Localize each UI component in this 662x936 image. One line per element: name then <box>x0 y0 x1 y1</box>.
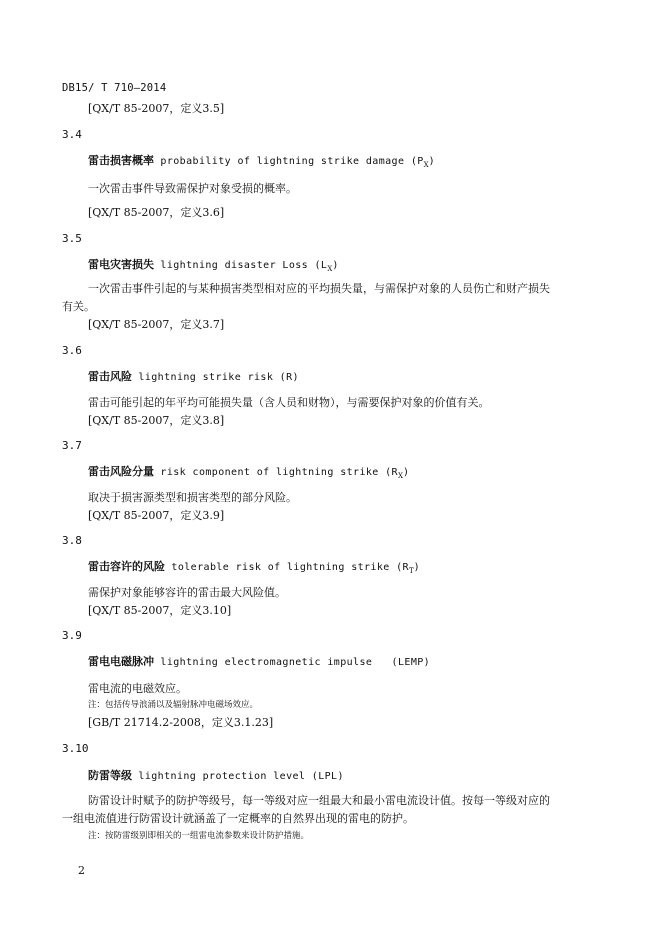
definition-3-10: 防雷设计时赋予的防护等级号，每一等级对应一组最大和最小雷电流设计值。按每一等级对应的 <box>88 794 550 807</box>
section-number-3-10: 3.10 <box>62 742 89 755</box>
term-close: ) <box>332 260 339 271</box>
section-number-3-4: 3.4 <box>62 128 82 141</box>
term-en: lightning protection level (LPL) <box>132 771 344 782</box>
reference-3-4: [QX/T 85-2007，定义3.6] <box>88 206 225 219</box>
document-header: DB15/ T 710—2014 <box>62 82 167 94</box>
term-cn: 雷击容许的风险 <box>88 560 165 573</box>
page-number: 2 <box>78 864 85 877</box>
term-sub: X <box>423 161 429 170</box>
term-close: ) <box>428 156 436 167</box>
term-cn: 雷电电磁脉冲 <box>88 655 154 668</box>
definition-3-7: 取决于损害源类型和损害类型的部分风险。 <box>88 491 297 504</box>
term-sub: X <box>397 472 403 481</box>
reference-prev: [QX/T 85-2007，定义3.5] <box>88 102 225 115</box>
term-en: probability of lightning strike damage (P <box>154 156 424 167</box>
reference-3-8: [QX/T 85-2007，定义3.10] <box>88 604 232 617</box>
definition-3-4: 一次雷击事件导致需保护对象受损的概率。 <box>88 182 297 195</box>
term-3-5 <box>88 256 339 273</box>
term-en: lightning electromagnetic impulse (LEMP) <box>154 657 431 668</box>
term-close: ) <box>413 562 421 573</box>
section-number-3-9: 3.9 <box>62 629 82 642</box>
section-number-3-6: 3.6 <box>62 344 82 357</box>
term-close: ) <box>402 467 410 478</box>
term-3-8 <box>88 558 420 575</box>
note-3-10: 注：按防雷级别即相关的一组雷电流参数来设计防护措施。 <box>88 831 310 841</box>
section-number-3-8: 3.8 <box>62 534 82 547</box>
term-cn: 雷击损害概率 <box>88 154 154 167</box>
term-3-6 <box>88 368 299 384</box>
definition-3-10-cont: 一组电流值进行防雷设计就涵盖了一定概率的自然界出现的雷电的防护。 <box>62 812 414 825</box>
definition-3-8: 需保护对象能够容许的雷击最大风险值。 <box>88 586 286 599</box>
term-cn: 防雷等级 <box>88 769 132 782</box>
reference-3-5: [QX/T 85-2007，定义3.7] <box>88 318 225 331</box>
note-3-9: 注：包括传导浪涌以及辐射脉冲电磁场效应。 <box>88 700 259 710</box>
reference-3-6: [QX/T 85-2007，定义3.8] <box>88 414 225 427</box>
term-3-9 <box>88 653 430 669</box>
term-3-4 <box>88 152 435 169</box>
term-en: lightning disaster Loss (L <box>154 260 328 271</box>
definition-3-5-cont: 有关。 <box>62 300 95 313</box>
reference-3-9: [GB/T 21714.2-2008，定义3.1.23] <box>88 716 274 729</box>
section-number-3-5: 3.5 <box>62 232 82 245</box>
term-3-7 <box>88 463 409 480</box>
definition-3-5: 一次雷击事件引起的与某种损害类型相对应的平均损失量，与需保护对象的人员伤亡和财产损失 <box>88 282 550 295</box>
term-cn: 雷电灾害损失 <box>88 258 154 271</box>
section-number-3-7: 3.7 <box>62 439 82 452</box>
definition-3-6: 雷击可能引起的年平均可能损失量（含人员和财物），与需要保护对象的价值有关。 <box>88 396 490 409</box>
term-sub: T <box>408 567 414 576</box>
term-cn: 雷击风险 <box>88 370 132 383</box>
term-en: risk component of lightning strike (R <box>154 467 398 478</box>
term-en: tolerable risk of lightning strike (R <box>165 562 409 573</box>
term-en: lightning strike risk (R) <box>132 372 299 383</box>
term-sub: X <box>327 265 333 274</box>
term-cn: 雷击风险分量 <box>88 465 154 478</box>
reference-3-7: [QX/T 85-2007，定义3.9] <box>88 509 225 522</box>
term-3-10 <box>88 767 344 783</box>
definition-3-9: 雷电流的电磁效应。 <box>88 682 187 695</box>
